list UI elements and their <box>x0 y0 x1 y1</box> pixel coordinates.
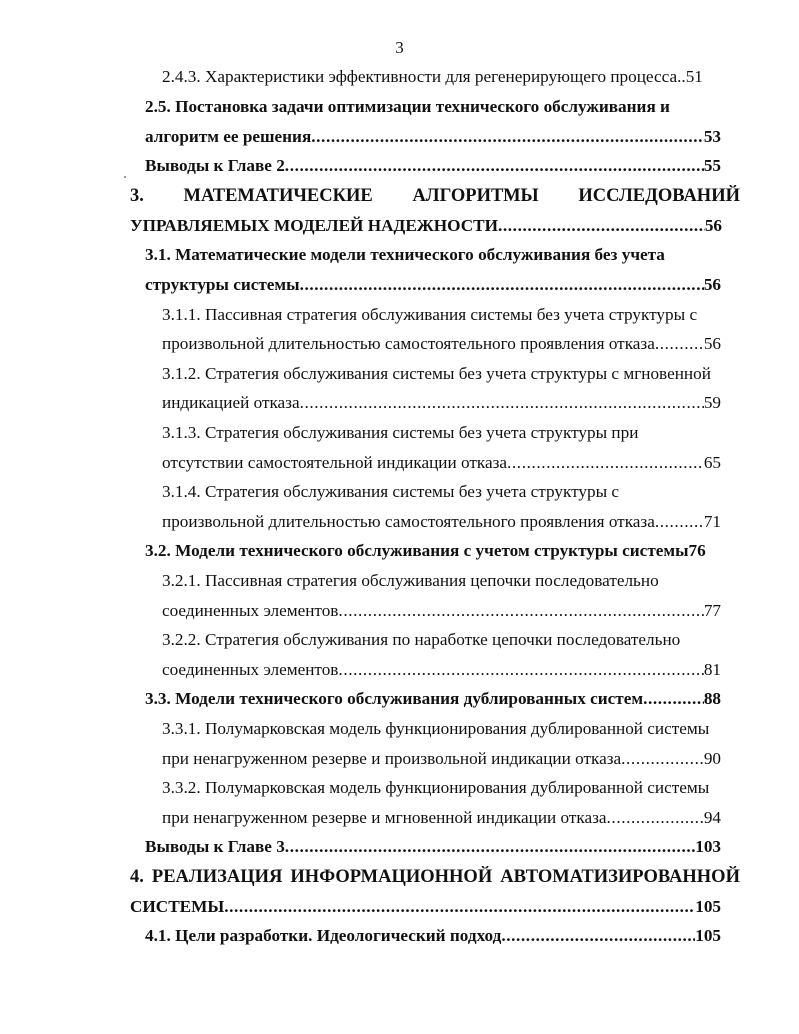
toc-entry-3-2-2-cont[interactable]: соединенных элементов ..... 81 <box>162 659 721 681</box>
toc-entry-4-1[interactable]: 4.1. Цели разработки. Идеологический подход ..... 105 <box>145 925 721 947</box>
toc-chapter-3-heading[interactable]: 3. МАТЕМАТИЧЕСКИЕ АЛГОРИТМЫ ИССЛЕДОВАНИЙ <box>130 186 740 206</box>
toc-entry-3-1-3[interactable]: 3.1.3. Стратегия обслуживания системы без учета структуры при <box>162 423 639 442</box>
toc-entry-3-1-1[interactable]: 3.1.1. Пассивная стратегия обслуживания системы без учета структуры с <box>162 305 698 324</box>
scan-speck <box>124 176 126 178</box>
toc-entry-conclusions-3[interactable]: Выводы к Главе 3 ..... 103 <box>145 836 721 858</box>
toc-entry-3-3-1[interactable]: 3.3.1. Полумарковская модель функционирования дублированной системы <box>162 719 710 738</box>
toc-entry-3-1-1-cont[interactable]: произвольной длительностью самостоятельного проявления отказа ..... 56 <box>162 333 721 355</box>
toc-entry-3-1-3-cont[interactable]: отсутствии самостоятельной индикации отказа ..... 65 <box>162 452 721 474</box>
toc-entry-3-2[interactable]: 3.2. Модели технического обслуживания с учетом структуры системы76 <box>145 541 706 560</box>
toc-entry-2-5-cont[interactable]: алгоритм ее решения ..... 53 <box>145 126 721 148</box>
toc-entry-3-2-1[interactable]: 3.2.1. Пассивная стратегия обслуживания цепочки последовательно <box>162 571 659 590</box>
toc-entry-3-2-1-cont[interactable]: соединенных элементов ..... 77 <box>162 600 721 622</box>
toc-entry-3-2-2[interactable]: 3.2.2. Стратегия обслуживания по наработке цепочки последовательно <box>162 630 681 649</box>
toc-chapter-3-cont[interactable]: УПРАВЛЯЕМЫХ МОДЕЛЕЙ НАДЕЖНОСТИ ..... 56 <box>130 215 722 237</box>
toc-entry-3-3-1-cont[interactable]: при ненагруженном резерве и произвольной индикации отказа ..... 90 <box>162 748 721 770</box>
toc-entry-3-3[interactable]: 3.3. Модели технического обслуживания дублированных систем ..... 88 <box>145 688 721 710</box>
toc-entry-3-1-2[interactable]: 3.1.2. Стратегия обслуживания системы без учета структуры с мгновенной <box>162 364 711 383</box>
toc-entry-conclusions-2[interactable]: Выводы к Главе 2 ..... 55 <box>145 155 721 177</box>
toc-entry-3-1[interactable]: 3.1. Математические модели технического обслуживания без учета <box>145 245 665 264</box>
toc-entry-3-1-2-cont[interactable]: индикацией отказа ..... 59 <box>162 392 721 414</box>
toc-chapter-4-cont[interactable]: СИСТЕМЫ ..... 105 <box>130 896 721 918</box>
toc-entry-3-3-2[interactable]: 3.3.2. Полумарковская модель функционирования дублированной системы <box>162 778 710 797</box>
toc-chapter-4-heading[interactable]: 4. РЕАЛИЗАЦИЯ ИНФОРМАЦИОННОЙ АВТОМАТИЗИРОВАННОЙ <box>130 867 740 887</box>
toc-entry-3-3-2-cont[interactable]: при ненагруженном резерве и мгновенной индикации отказа ..... 94 <box>162 807 721 829</box>
toc-entry-3-1-4-cont[interactable]: произвольной длительностью самостоятельного проявления отказа ..... 71 <box>162 511 721 533</box>
page-number: 3 <box>395 38 404 57</box>
toc-entry-2-4-3[interactable]: 2.4.3. Характеристики эффективности для регенерирующего процесса ..51 <box>162 67 703 86</box>
toc-entry-2-5[interactable]: 2.5. Постановка задачи оптимизации технического обслуживания и <box>145 97 670 116</box>
toc-entry-3-1-cont[interactable]: структуры системы ..... 56 <box>145 274 721 296</box>
toc-entry-3-1-4[interactable]: 3.1.4. Стратегия обслуживания системы без учета структуры с <box>162 482 620 501</box>
